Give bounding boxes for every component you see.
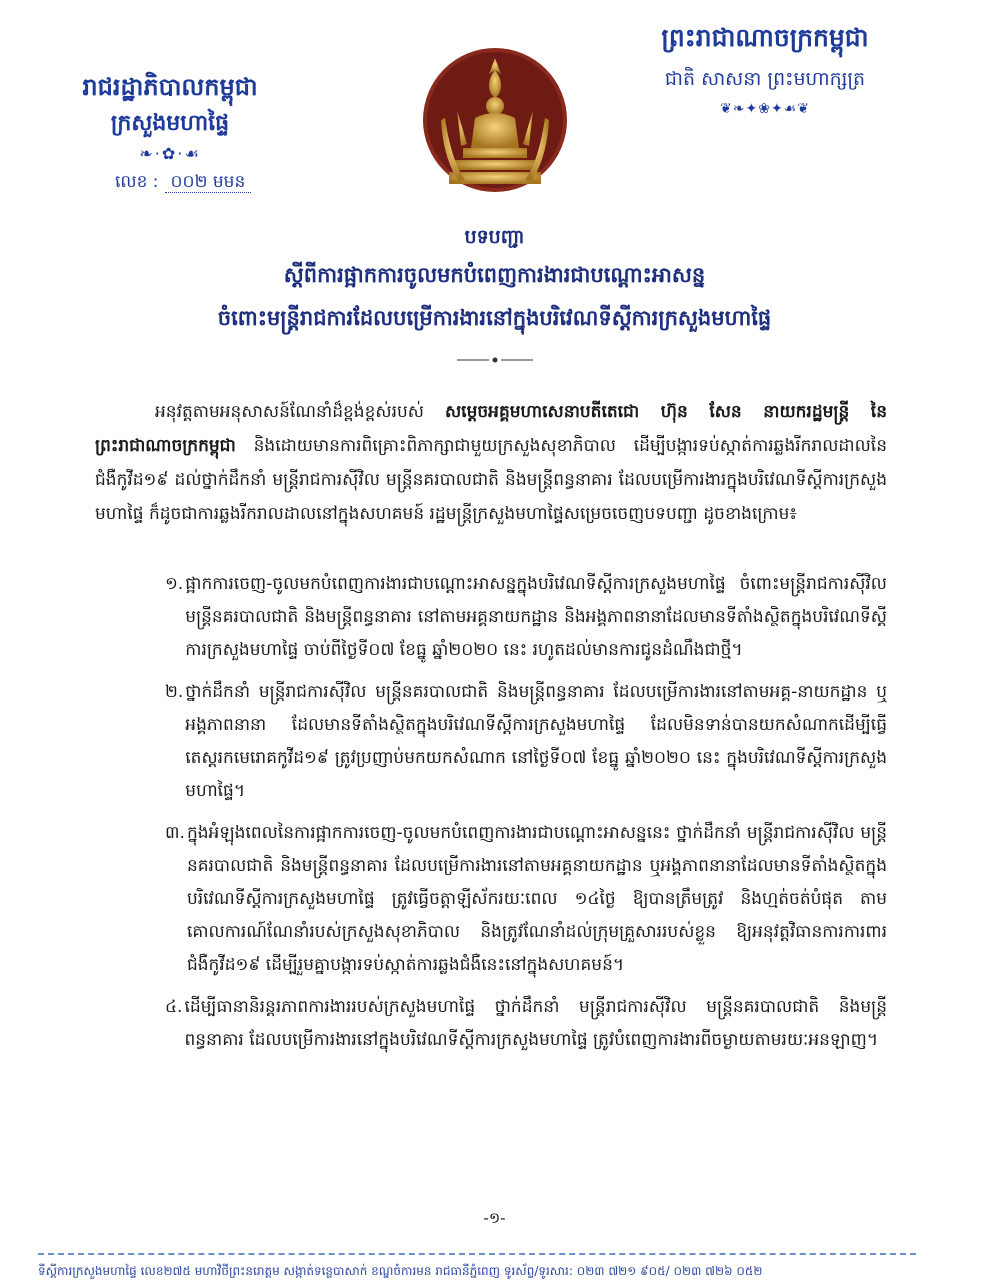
document-type: បទបញ្ជា: [464, 226, 525, 248]
page-number: -១-: [483, 1209, 506, 1227]
kingdom-block: [615, 20, 915, 118]
ornament-left: ❧·✿·☙: [139, 144, 201, 163]
issuer-block: [60, 70, 280, 194]
item-number: ៤.: [165, 997, 183, 1017]
subject-line-1: ស្តីពីការផ្អាកការចូលមកបំពេញការងារជាបណ្តោះអាសន្ន: [283, 263, 706, 287]
reference-label: លេខ :: [115, 172, 159, 192]
item-text: ក្នុងអំឡុងពេលនៃការផ្អាកការចេញ-ចូលមកបំពេញការងារជាបណ្តោះអាសន្ននេះ ថ្នាក់ដឹកនាំ មន្ត្រីរាជការស៊ីវិល មន្ត្រីនគរបាលជាតិ និងមន្ត្រីពន្ធនាគារ ដែលបម្រើការងារនៅតាមអគ្គនាយកដ្ឋាន ឬអង្គភាពនានាដែលមានទីតាំងស្ថិតក្នុងបរិវេណទីស្តីការក្រសួងមហាផ្ទៃ ត្រូវធ្វើចត្តាឡីស័ករយៈពេល ១៤ថ្ងៃ ឱ្យបានត្រឹមត្រូវ និងហ្មត់ចត់បំផុត តាមគោលការណ៍ណែនាំរបស់ក្រសួងសុខាភិបាល និងត្រូវណែនាំដល់ក្រុមគ្រួសាររបស់ខ្លួន ឱ្យអនុវត្តវិធានការការពារជំងឺកូវីដ១៩ ដើម្បីរួមគ្នាបង្ការទប់ស្កាត់ការឆ្លងជំងឺនេះនៅក្នុងសហគមន៍។: [186, 823, 887, 975]
item-number: ៣.: [165, 823, 185, 843]
directive-list: [165, 568, 887, 1066]
government-name: រាជរដ្ឋាភិបាលកម្ពុជា: [82, 73, 258, 101]
list-item: [165, 991, 887, 1057]
intro-lead: អនុវត្តតាមអនុសាសន៍ណែនាំដ៏ខ្ពង់ខ្ពស់របស់: [155, 402, 424, 422]
item-number: ២.: [165, 682, 184, 702]
footer-divider: [38, 1253, 916, 1255]
item-text: ថ្នាក់ដឹកនាំ មន្ត្រីរាជការស៊ីវិល មន្ត្រីនគរបាលជាតិ និងមន្ត្រីពន្ធនាគារ ដែលបម្រើការងារនៅតាមអគ្គ-នាយកដ្ឋាន ឬអង្គភាពនានា ដែលមានទីតាំងស្ថិតក្នុងបរិវេណទីស្តីការក្រសួងមហាផ្ទៃ ដែលមិនទាន់បានយកសំណាកដើម្បីធ្វើតេស្តរកមេរោគកូវីដ១៩ ត្រូវប្រញាប់មកយកសំណាក នៅថ្ងៃទី០៧ ខែធ្នូ ឆ្នាំ២០២០ នេះ ក្នុងបរិវេណទីស្តីការក្រសួងមហាផ្ទៃ។: [185, 682, 887, 801]
title-divider: [455, 355, 535, 365]
reference-value: ០០២ មមន: [165, 172, 252, 193]
kingdom-name: ព្រះរាជាណាចក្រកម្ពុជា: [661, 23, 869, 52]
list-item: [165, 568, 887, 667]
ministry-name: ក្រសួងមហាផ្ទៃ: [110, 111, 230, 136]
list-item: [165, 817, 887, 982]
reference-number: [60, 170, 280, 194]
ornament-right: ❦❧✦❀✦☙❦: [720, 101, 810, 117]
intro-bold-name: សម្តេចអគ្គមហាសេនាបតីតេជោ ហ៊ុន សែន នាយករដ្ឋមន្ត្រី នៃព្រះរាជាណាចក្រកម្ពុជា: [95, 402, 887, 456]
subject-line-2: ចំពោះមន្ត្រីរាជការដែលបម្រើការងារនៅក្នុងបរិវេណទីស្តីការក្រសួងមហាផ្ទៃ: [217, 306, 772, 330]
national-motto: ជាតិ សាសនា ព្រះមហាក្សត្រ: [664, 68, 866, 90]
item-text: ដើម្បីធានានិរន្តរភាពការងាររបស់ក្រសួងមហាផ្ទៃ ថ្នាក់ដឹកនាំ មន្ត្រីរាជការស៊ីវិល មន្ត្រីនគរបាលជាតិ និងមន្ត្រីពន្ធនាគារ ដែលបម្រើការងារនៅក្នុងបរិវេណទីស្តីការក្រសួងមហាផ្ទៃ ត្រូវបំពេញការងារពីចម្ងាយតាមរយៈអនឡាញ។: [184, 997, 887, 1050]
royal-emblem-icon: [415, 40, 575, 205]
list-item: [165, 676, 887, 808]
footer-address: ទីស្តីការក្រសួងមហាផ្ទៃ លេខ២៧៥ មហាវិថីព្រះនរោត្តម សង្កាត់ទន្លេបាសាក់ ខណ្ឌចំការមន រាជធានីភ្នំពេញ ទូរស័ព្ទ/ទូរសារ: ០២៣ ៧២១ ៩០៥/ ០២៣ ៧២៦ ០៥២: [38, 1264, 763, 1278]
intro-rest: និងដោយមានការពិគ្រោះពិភាក្សាជាមួយក្រសួងសុខាភិបាល ដើម្បីបង្ការទប់ស្កាត់ការឆ្លងរីករាលដាលនៃជំងឺកូវីដ១៩ ដល់ថ្នាក់ដឹកនាំ មន្ត្រីរាជការស៊ីវិល មន្ត្រីនគរបាលជាតិ និងមន្ត្រីពន្ធនាគារ ដែលបម្រើការងារក្នុងបរិវេណទីស្តីការក្រសួងមហាផ្ទៃ ក៏ដូចជាការឆ្លងរីករាលដាលនៅក្នុងសហគមន៍ រដ្ឋមន្ត្រីក្រសួងមហាផ្ទៃសម្រេចចេញបទបញ្ជា ដូចខាងក្រោម៖: [95, 436, 887, 524]
item-text: ផ្អាកការចេញ-ចូលមកបំពេញការងារជាបណ្តោះអាសន្នក្នុងបរិវេណទីស្តីការក្រសួងមហាផ្ទៃ ចំពោះមន្ត្រីរាជការស៊ីវិល មន្ត្រីនគរបាលជាតិ និងមន្ត្រីពន្ធនាគារ នៅតាមអគ្គនាយកដ្ឋាន និងអង្គភាពនានាដែលមានទីតាំងស្ថិតក្នុងបរិវេណទីស្តីការក្រសួងមហាផ្ទៃ ចាប់ពីថ្ងៃទី០៧ ខែធ្នូ ឆ្នាំ២០២០ នេះ រហូតដល់មានការជូនដំណឹងជាថ្មី។: [185, 574, 887, 660]
intro-paragraph: [95, 395, 887, 531]
item-number: ១.: [165, 574, 184, 594]
